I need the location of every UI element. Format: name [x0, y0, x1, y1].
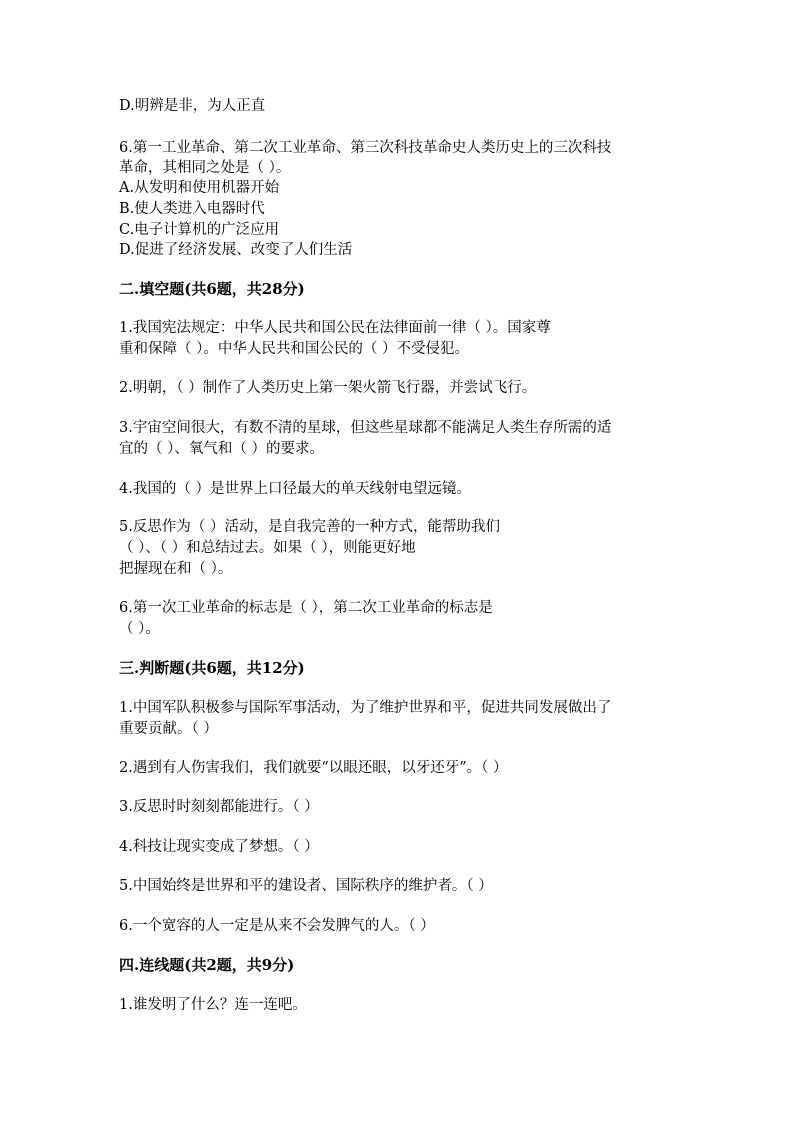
section4-heading: 四.连线题(共2题，共9分) — [119, 956, 295, 974]
section3-heading: 三.判断题(共6题，共12分) — [119, 659, 305, 677]
section2-heading: 二.填空题(共6题，共28分) — [119, 280, 305, 298]
q6-option-c: C.电子计算机的广泛应用 — [119, 222, 280, 238]
q6-stem-line2: 革命，其相同之处是（ ）。 — [119, 160, 291, 176]
s3-q6-line1: 6.一个宽容的人一定是从来不会发脾气的人。（ ） — [119, 918, 435, 934]
s2-q5-line3: 把握现在和（ ）。 — [119, 561, 233, 577]
s2-q4-line1: 4.我国的（ ）是世界上口径最大的单天线射电望远镜。 — [119, 481, 471, 497]
s2-q2-line1: 2.明朝，（ ）制作了人类历史上第一架火箭飞行器，并尝试飞行。 — [119, 380, 537, 396]
q6-option-d: D.促进了经济发展、改变了人们生活 — [119, 242, 353, 258]
q6-option-a: A.从发明和使用机器开始 — [119, 180, 280, 196]
s3-q2-line1: 2.遇到有人伤害我们，我们就要“以眼还眼，以牙还牙”。（ ） — [119, 760, 508, 776]
s2-q1-line2: 重和保障（ ）。中华人民共和国公民的（ ）不受侵犯。 — [119, 341, 469, 357]
s3-q1-line2: 重要贡献。（ ） — [119, 721, 218, 737]
s3-q4-line1: 4.科技让现实变成了梦想。（ ） — [119, 839, 319, 855]
s2-q3-line1: 3.宇宙空间很大，有数不清的星球，但这些星球都不能满足人类生存所需的适 — [119, 420, 612, 436]
s4-q1-line1: 1.谁发明了什么？连一连吧。 — [119, 997, 307, 1013]
s2-q5-line2: （ ）、（ ）和总结过去。如果（ ），则能更好地 — [119, 540, 416, 556]
s2-q5-line1: 5.反思作为（ ）活动，是自我完善的一种方式，能帮助我们 — [119, 519, 500, 535]
s2-q6-line1: 6.第一次工业革命的标志是（ ），第二次工业革命的标志是 — [119, 600, 493, 616]
s2-q3-line2: 宜的（ ）、氧气和（ ）的要求。 — [119, 441, 324, 457]
s3-q3-line1: 3.反思时时刻刻都能进行。（ ） — [119, 799, 319, 815]
q6-option-b: B.使人类进入电器时代 — [119, 201, 265, 217]
q6-stem-line1: 6.第一工业革命、第二次工业革命、第三次科技革命史人类历史上的三次科技 — [119, 140, 612, 156]
q5-option-d: D.明辨是非，为人正直 — [119, 98, 266, 114]
s2-q6-line2: （ ）。 — [119, 621, 160, 637]
s2-q1-line1: 1.我国宪法规定：中华人民共和国公民在法律面前一律（ ）。国家尊 — [119, 320, 551, 336]
s3-q1-line1: 1.中国军队积极参与国际军事活动，为了维护世界和平，促进共同发展做出了 — [119, 700, 612, 716]
s3-q5-line1: 5.中国始终是世界和平的建设者、国际秩序的维护者。（ ） — [119, 878, 493, 894]
